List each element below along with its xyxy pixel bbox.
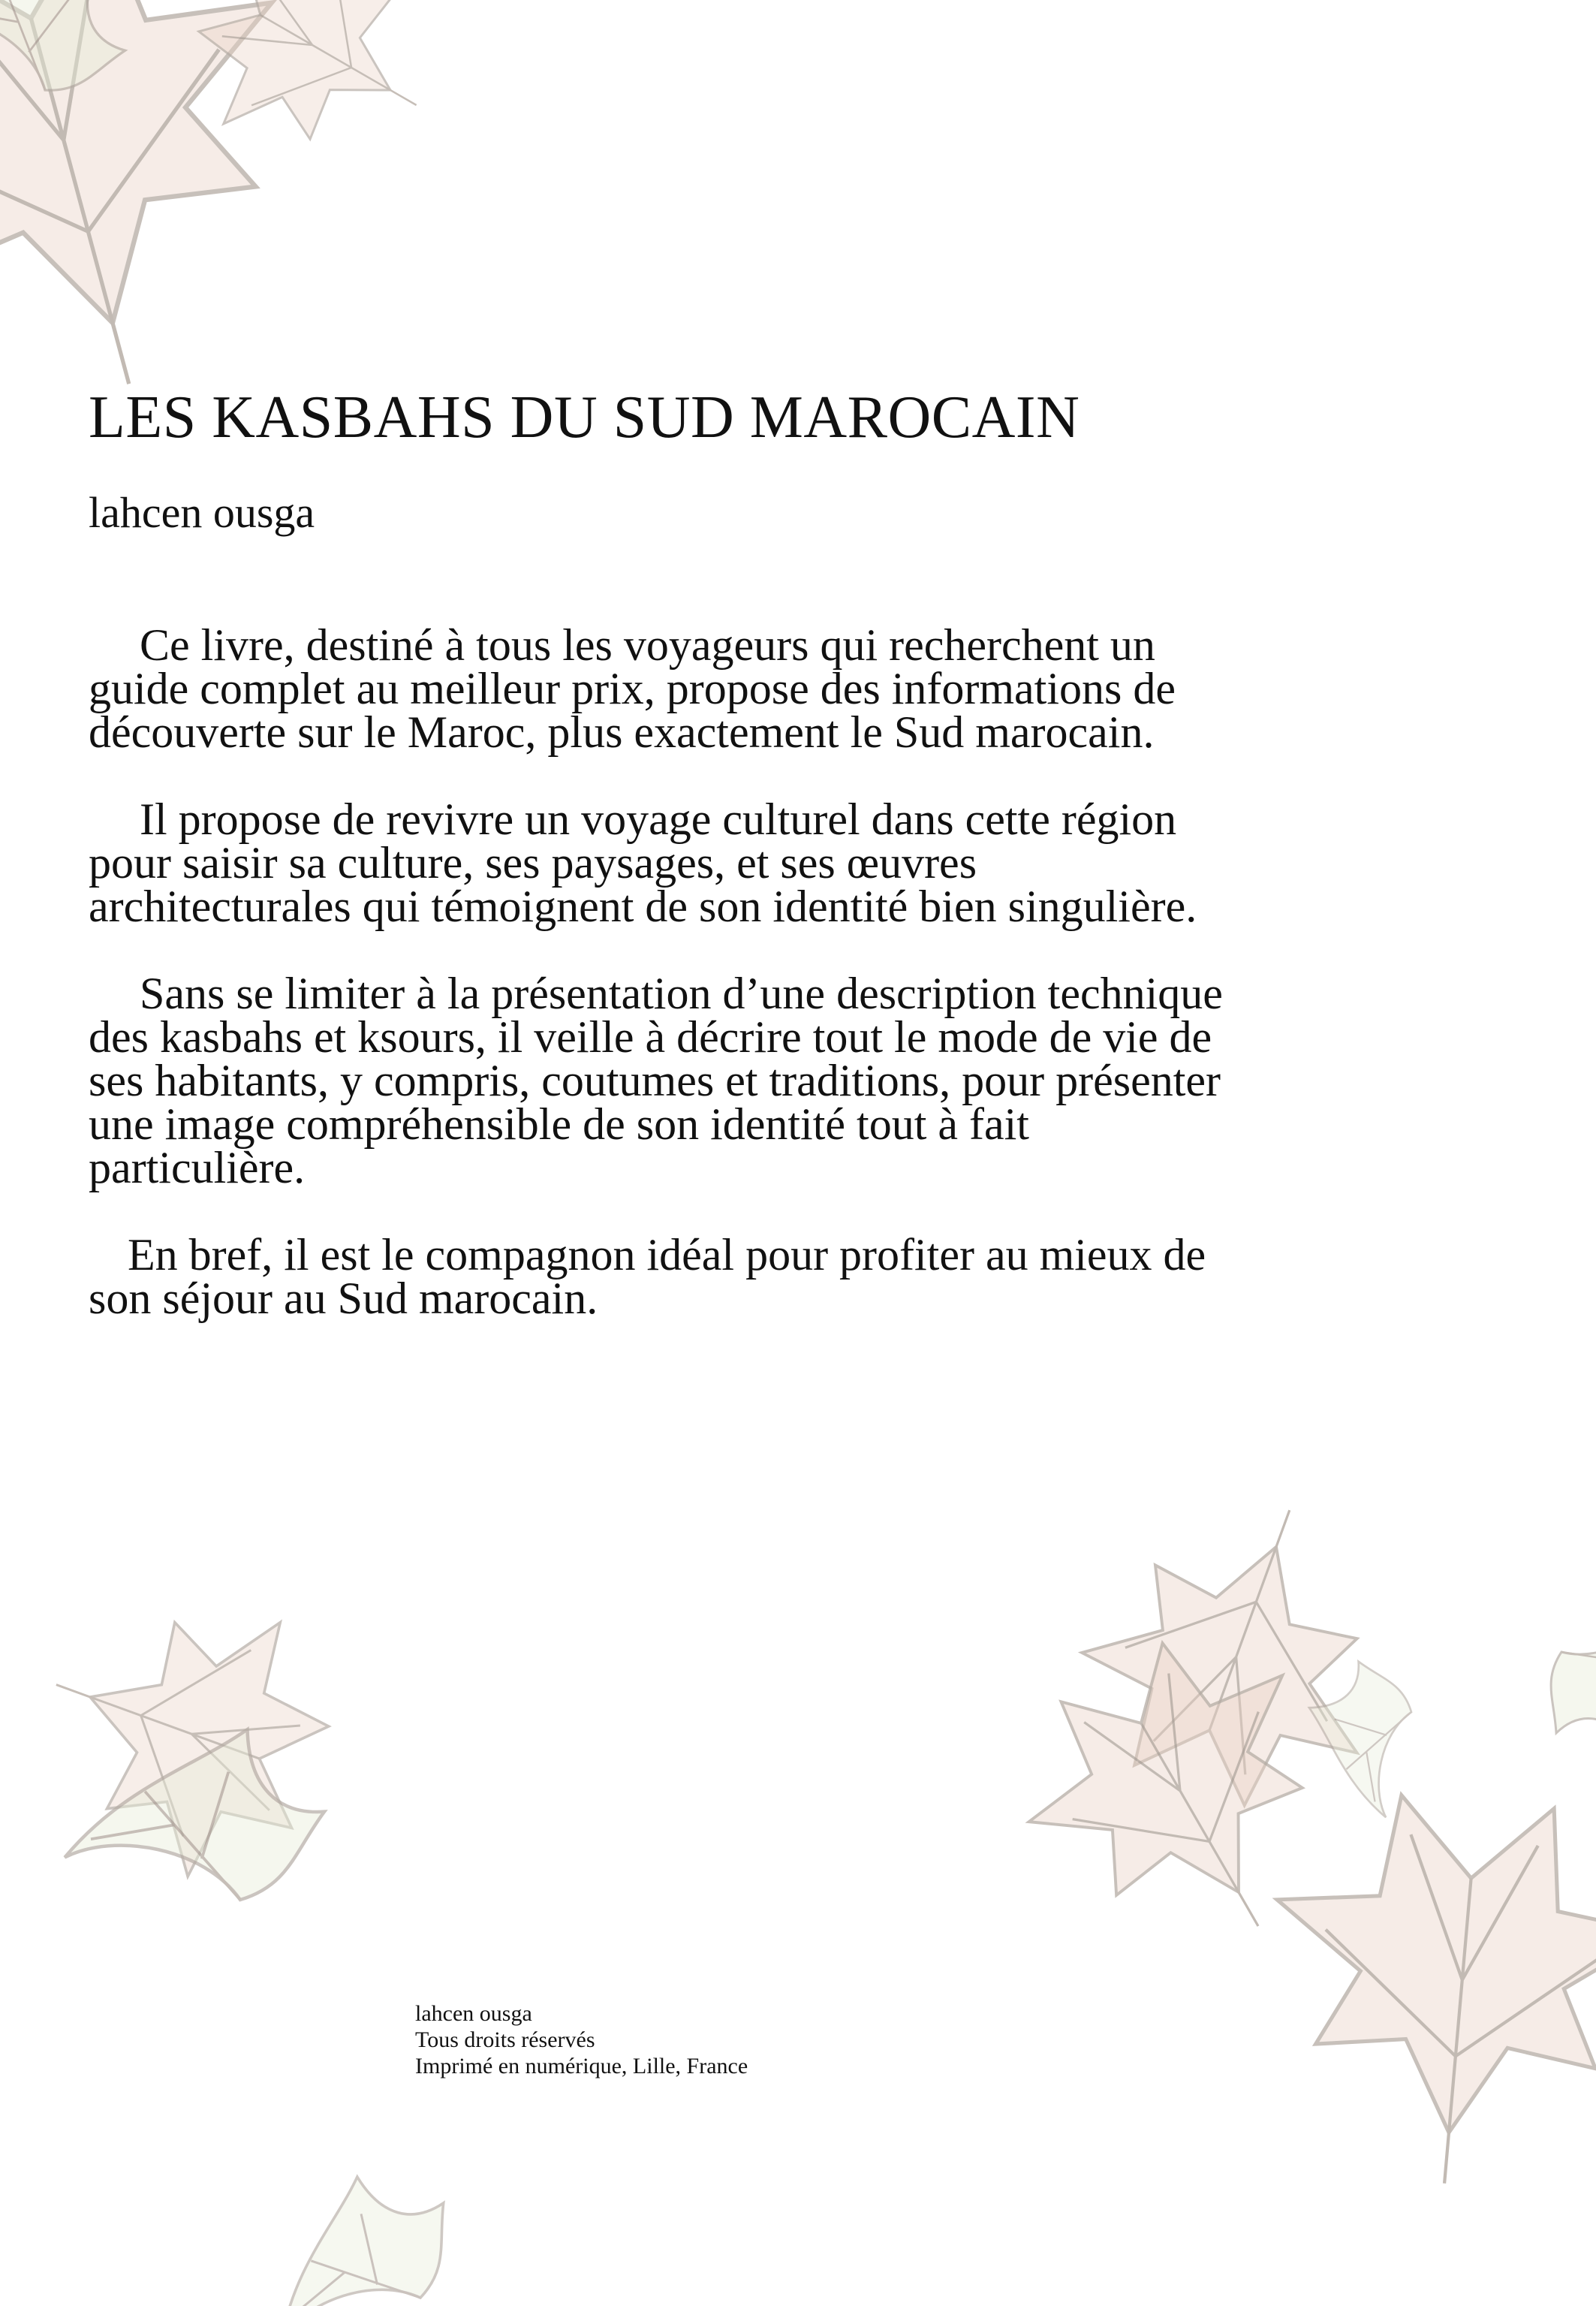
book-description xyxy=(89,620,1230,1364)
book-title: LES KASBAHS DU SUD MAROCAIN xyxy=(89,384,1080,451)
book-author: lahcen ousga xyxy=(89,488,315,537)
description-paragraph: Sans se limiter à la présentation d’une description technique des kasbahs et ksours, il veille à décrire tout le mode de vie de ses habitants, y compris, coutumes et traditions, pour présenter une image compréhensible de son identité tout à fait particulière. xyxy=(89,969,1223,1192)
description-paragraph: En bref, il est le compagnon idéal pour profiter au mieux de son séjour au Sud marocain. xyxy=(89,1230,1206,1323)
description-paragraph: Ce livre, destiné à tous les voyageurs qui recherchent un guide complet au meilleur prix, propose des informations de découverte sur le Maroc, plus exactement le Sud marocain. xyxy=(89,620,1176,757)
colophon-rights: Tous droits réservés xyxy=(415,2027,595,2052)
colophon-author: lahcen ousga xyxy=(415,2001,532,2026)
description-paragraph: Il propose de revivre un voyage culturel dans cette région pour saisir sa culture, ses paysages, et ses œuvres architecturales qui témoignent de son identité bien singulière. xyxy=(89,794,1197,931)
colophon-printing: Imprimé en numérique, Lille, France xyxy=(415,2054,748,2078)
colophon xyxy=(415,2000,748,2079)
